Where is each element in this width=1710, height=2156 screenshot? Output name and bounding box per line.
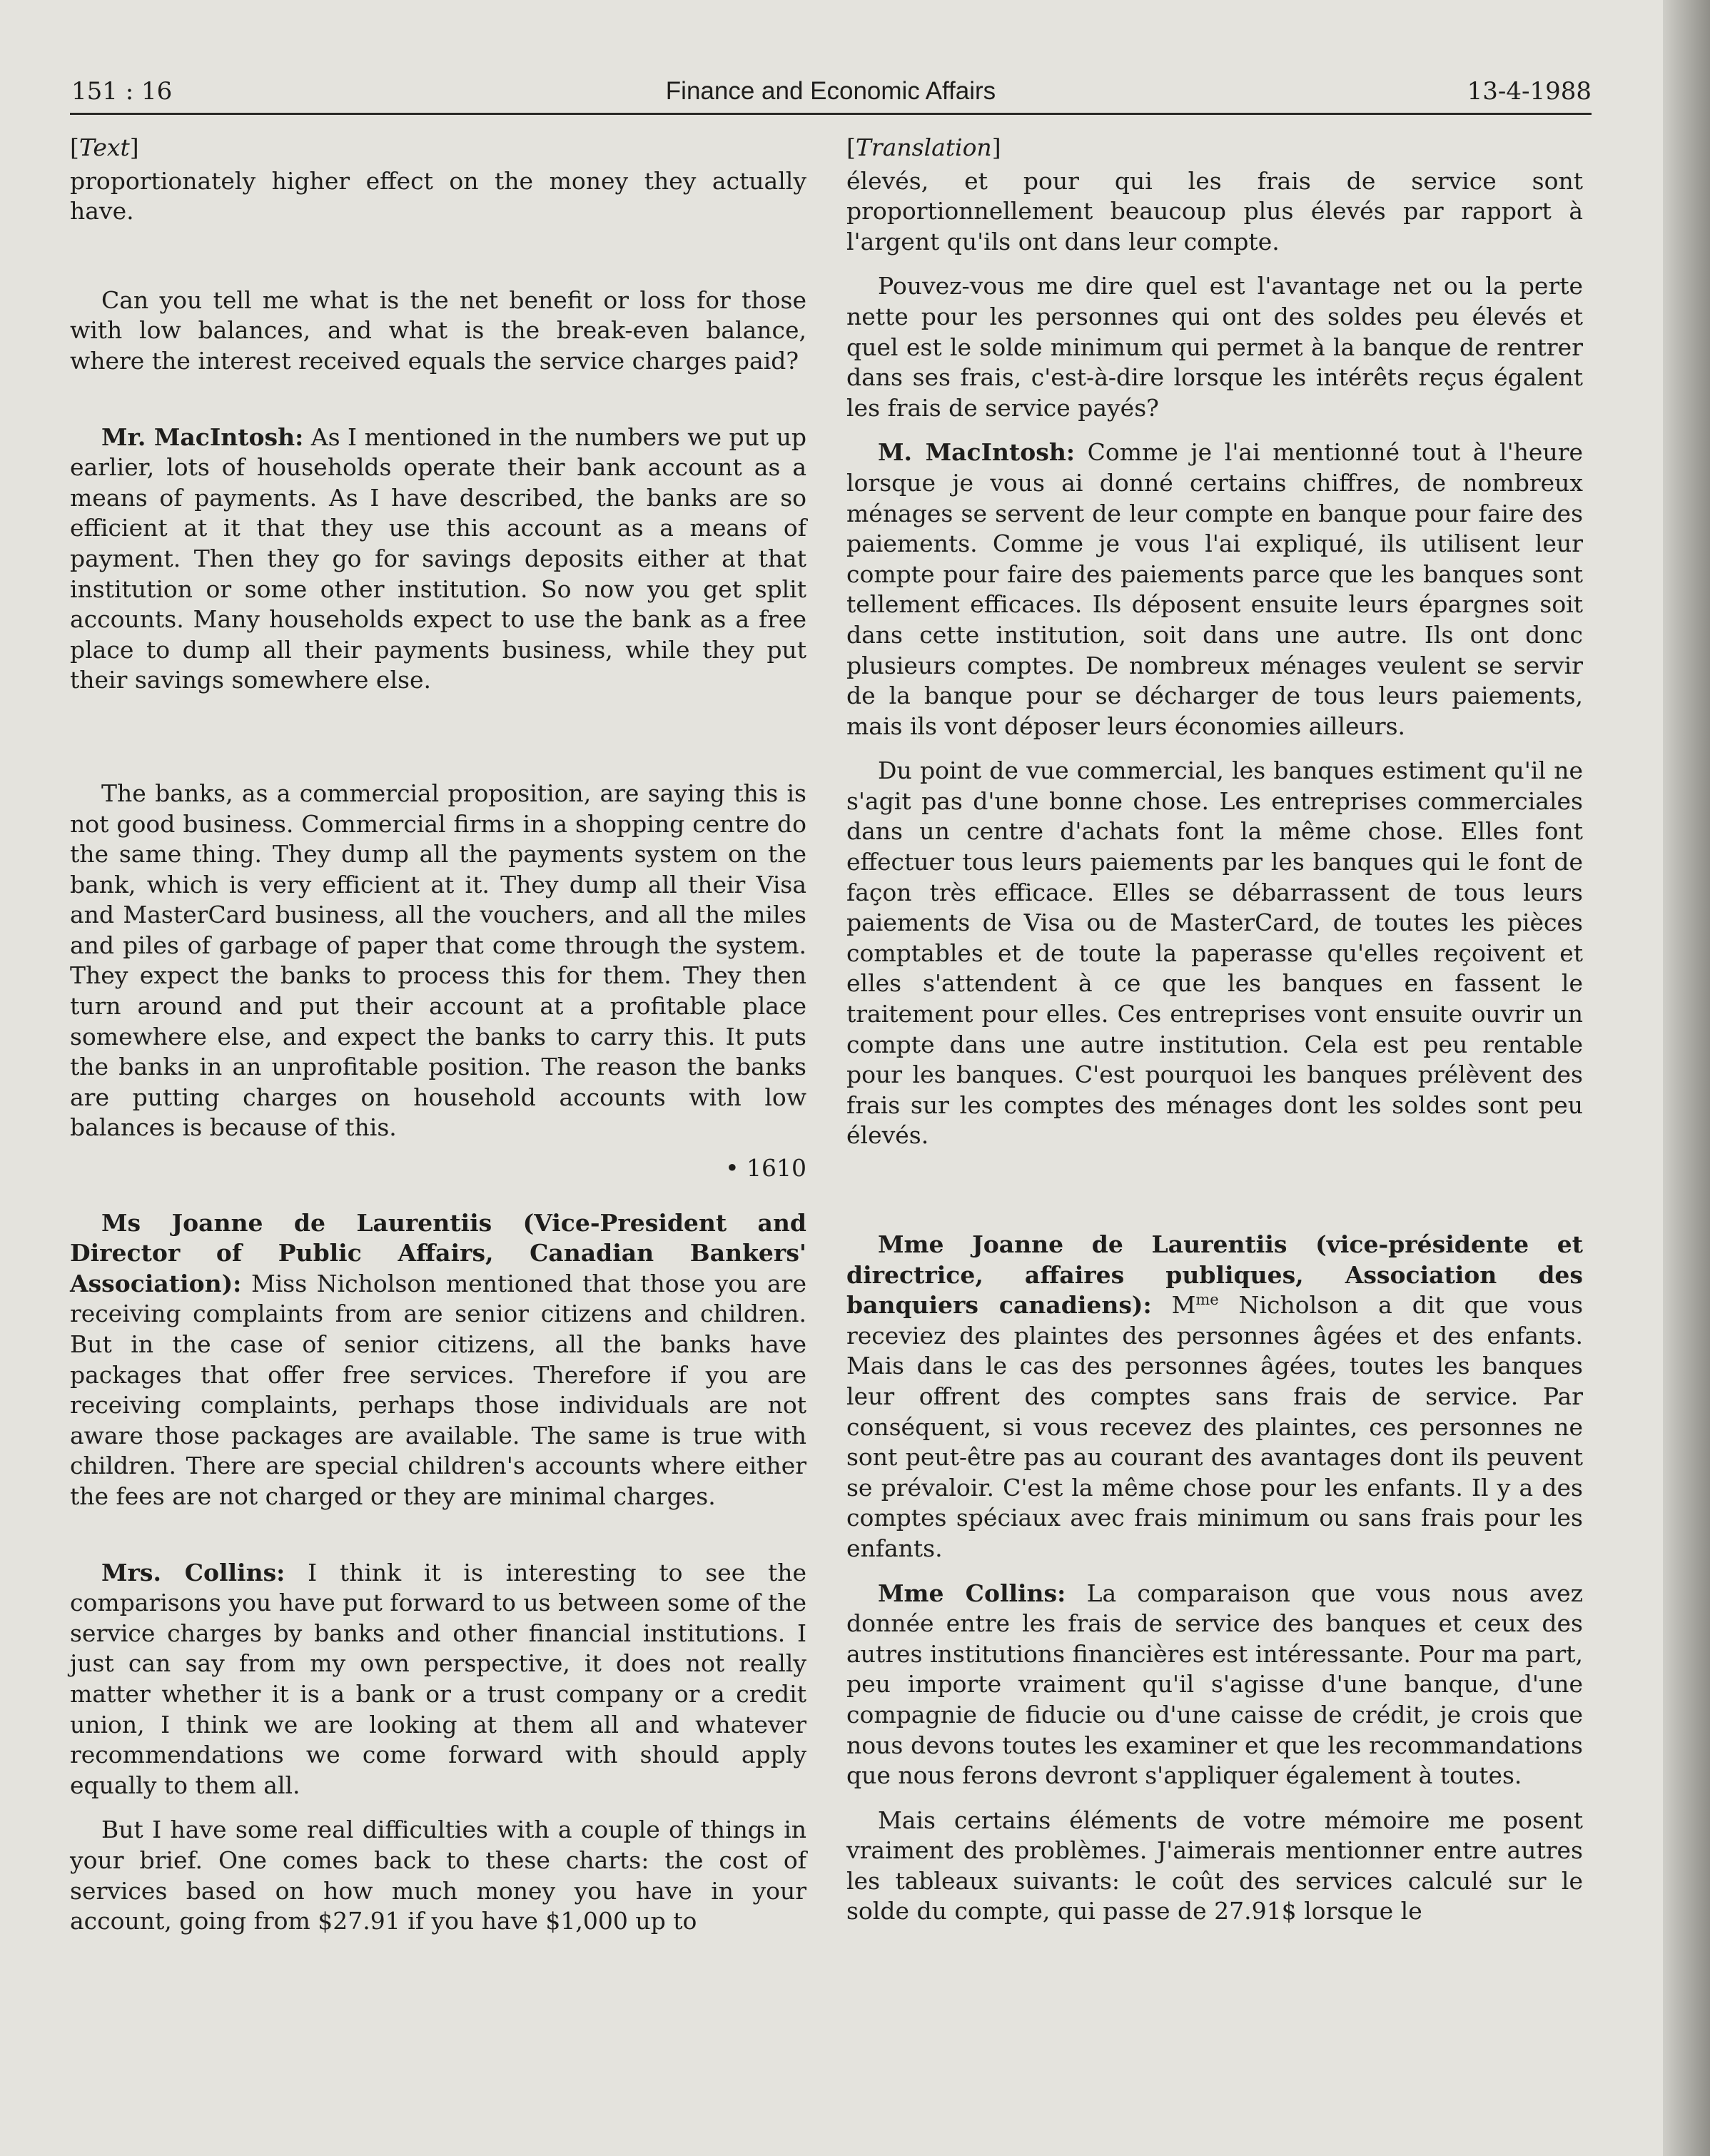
speech-text: Miss Nicholson mentioned that those you are receiving complaints from are senior citizens and children. But in the case of senior citizens, all the banks have packages that offer free services. Therefore if you are receiving complaints, perhaps those individuals are not aware those packages are available. The same is true with children. There are special children's accounts where either the fees are not charged or they are minimal charges. xyxy=(70,1269,806,1510)
paragraph: The banks, as a commercial proposition, are saying this is not good business. Commercial firms in a shopping centre do the same thing. They dump all the payments system on the bank, which is very efficient at it. They dump all their Visa and MasterCard business, all the vouchers, and all the miles and piles of garbage of paper that come through the system. They expect the banks to process this for them. They then turn around and put their account at a profitable place somewhere else, and expect the banks to carry this. It puts the banks in an unprofitable position. The reason the banks are putting charges on household accounts with low balances is because of this. xyxy=(70,779,806,1142)
text-tag: [Text] xyxy=(70,133,139,161)
page-edge-shadow xyxy=(1663,0,1710,2156)
paragraph: élevés, et pour qui les frais de service sont proportionnellement beaucoup plus élevés par rapport à l'argent qu'ils ont dans leur compte. xyxy=(846,166,1583,255)
translation-tag: [Translation] xyxy=(846,133,1001,161)
speaker-paragraph xyxy=(70,422,806,696)
speaker-paragraph xyxy=(846,1579,1583,1791)
header-date: 13-4-1988 xyxy=(1467,77,1592,106)
paragraph: Can you tell me what is the net benefit or loss for those with low balances, and what is the break-even balance, where the interest received equals the service charges paid? xyxy=(70,285,806,375)
speaker-name: Mme Collins: xyxy=(878,1579,1066,1607)
paragraph: Pouvez-vous me dire quel est l'avantage net ou la perte nette pour les personnes qui ont des soldes peu élevés et quel est le solde minimum qui permet à la banque de rentrer dans ses frais, c'est-à-dire lorsque les intérêts reçus égalent les frais de service payés? xyxy=(846,272,1583,422)
paragraph: Du point de vue commercial, les banques estiment qu'il ne s'agit pas d'une bonne chose. Les entreprises commerciales dans un centre d'achats font la même chose. Elles font effectuer tous leurs paiements par les banques qui le font de façon très efficace. Elles se débarrassent de tous leurs paiements de Visa ou de MasterCard, de toutes les pièces comptables et de toute la paperasse qu'elles reçoivent et elles s'attendent à ce que les banques en fassent le traitement pour elles. Ces entreprises vont ensuite ouvrir un compte dans une autre institution. Cela est peu rentable pour les banques. C'est pourquoi les banques prélèvent des frais sur les comptes des ménages dont les soldes sont peu élevés. xyxy=(846,756,1583,1150)
speaker-name: Mrs. Collins: xyxy=(101,1558,285,1586)
paragraph: But I have some real difficulties with a couple of things in your brief. One comes back to these charts: the cost of services based on how much money you have in your account, going from $27.91 if you have $1,000 up to xyxy=(70,1816,806,1935)
speech-text: Nicholson a dit que vous receviez des plaintes des personnes âgées et des enfants. Mais dans le cas des personnes âgées, toutes les banques leur offrent des comptes sans frais de service. Par conséquent, si vous recevez des plaintes, ces personnes ne sont peut-être pas au courant des avantages dont ils peuvent se prévaloir. C'est la même chose pour les enfants. Il y a des comptes spéciaux avec frais minimum ou sans frais pour les enfants. xyxy=(846,1291,1583,1562)
page-header xyxy=(70,73,1592,115)
french-column xyxy=(846,133,1583,1941)
speaker-name: Ms Joanne de Laurentiis (Vice-President and Director of Public Affairs, Canadian Bankers' Association): xyxy=(70,1208,806,1297)
speaker-paragraph: Mme Joanne de Laurentiis (vice-présidente et directrice, affaires publiques, Association des banquiers canadiens): $M^{me}$ Nicholson a dit que vous receviez des plaintes des personnes âgées et des enfants. Mais dans le cas des personnes âgées, toutes les banques leur offrent des comptes sans frais de service. Par conséquent, si vous recevez des plaintes, ces personnes ne sont peut-être pas au courant des avantages dont ils peuvent se prévaloir. C'est la même chose pour les enfants. Il y a des comptes spéciaux avec frais minimum ou sans frais pour les enfants. xyxy=(846,1230,1583,1562)
speaker-name: Mr. MacIntosh: xyxy=(101,422,304,451)
running-title: Finance and Economic Affairs xyxy=(665,77,996,105)
english-column xyxy=(70,133,806,1951)
speaker-paragraph xyxy=(70,1558,806,1801)
speech-text: I think it is interesting to see the comparisons you have put forward to us between some of the service charges by banks and other financial institutions. I just can say from my own perspective, it does not really matter whether it is a bank or a trust company or a credit union, I think we are looking at them all and whatever recommendations we come forward with should apply equally to them all. xyxy=(70,1558,806,1799)
speaker-name: M. MacIntosh: xyxy=(878,438,1076,467)
page-number: 151 : 16 xyxy=(71,77,173,106)
paragraph: proportionately higher effect on the money they actually have. xyxy=(70,166,806,226)
speaker-name: Mme Joanne de Laurentiis (vice-présidente et directrice, affaires publiques, Association des banquiers canadiens): xyxy=(846,1230,1583,1320)
speech-text: As I mentioned in the numbers we put up earlier, lots of households operate their bank account as a means of payments. As I have described, the banks are so efficient at it that they use this account as a means of payment. Then they go for savings deposits either at that institution or some other institution. So now you get split accounts. Many households expect to use the bank as a free place to dump all their payments business, while they put their savings somewhere else. xyxy=(70,422,806,694)
speech-text: Comme je l'ai mentionné tout à l'heure lorsque je vous ai donné certains chiffres, de nombreux ménages se servent de leur compte en banque pour faire des paiements. Comme je vous l'ai expliqué, ils utilisent leur compte pour faire des paiements parce que les banques sont tellement efficaces. Ils déposent ensuite leurs épargnes soit dans cette institution, soit dans une autre. Ils ont donc plusieurs comptes. De nombreux ménages veulent se servir de la banque pour se décharger de tous leurs paiements, mais ils vont déposer leurs économies ailleurs. xyxy=(846,438,1584,740)
speaker-paragraph xyxy=(70,1208,806,1512)
paragraph: Mais certains éléments de votre mémoire me posent vraiment des problèmes. J'aimerais mentionner entre autres les tableaux suivants: le coût des services calculé sur le solde du compte, qui passe de 27.91$ lorsque le xyxy=(846,1806,1583,1925)
speech-text: La comparaison que vous nous avez donnée entre les frais de service des banques et ceux des autres institutions financières est intéressante. Pour ma part, peu importe vraiment qu'il s'agisse d'une banque, d'une compagnie de fiducie ou d'une caisse de crédit, je crois que nous devons toutes les examiner et que les recommandations que nous ferons devront s'appliquer également à toutes. xyxy=(846,1579,1583,1790)
timestamp: • 1610 xyxy=(725,1154,806,1183)
speaker-paragraph xyxy=(846,437,1583,742)
